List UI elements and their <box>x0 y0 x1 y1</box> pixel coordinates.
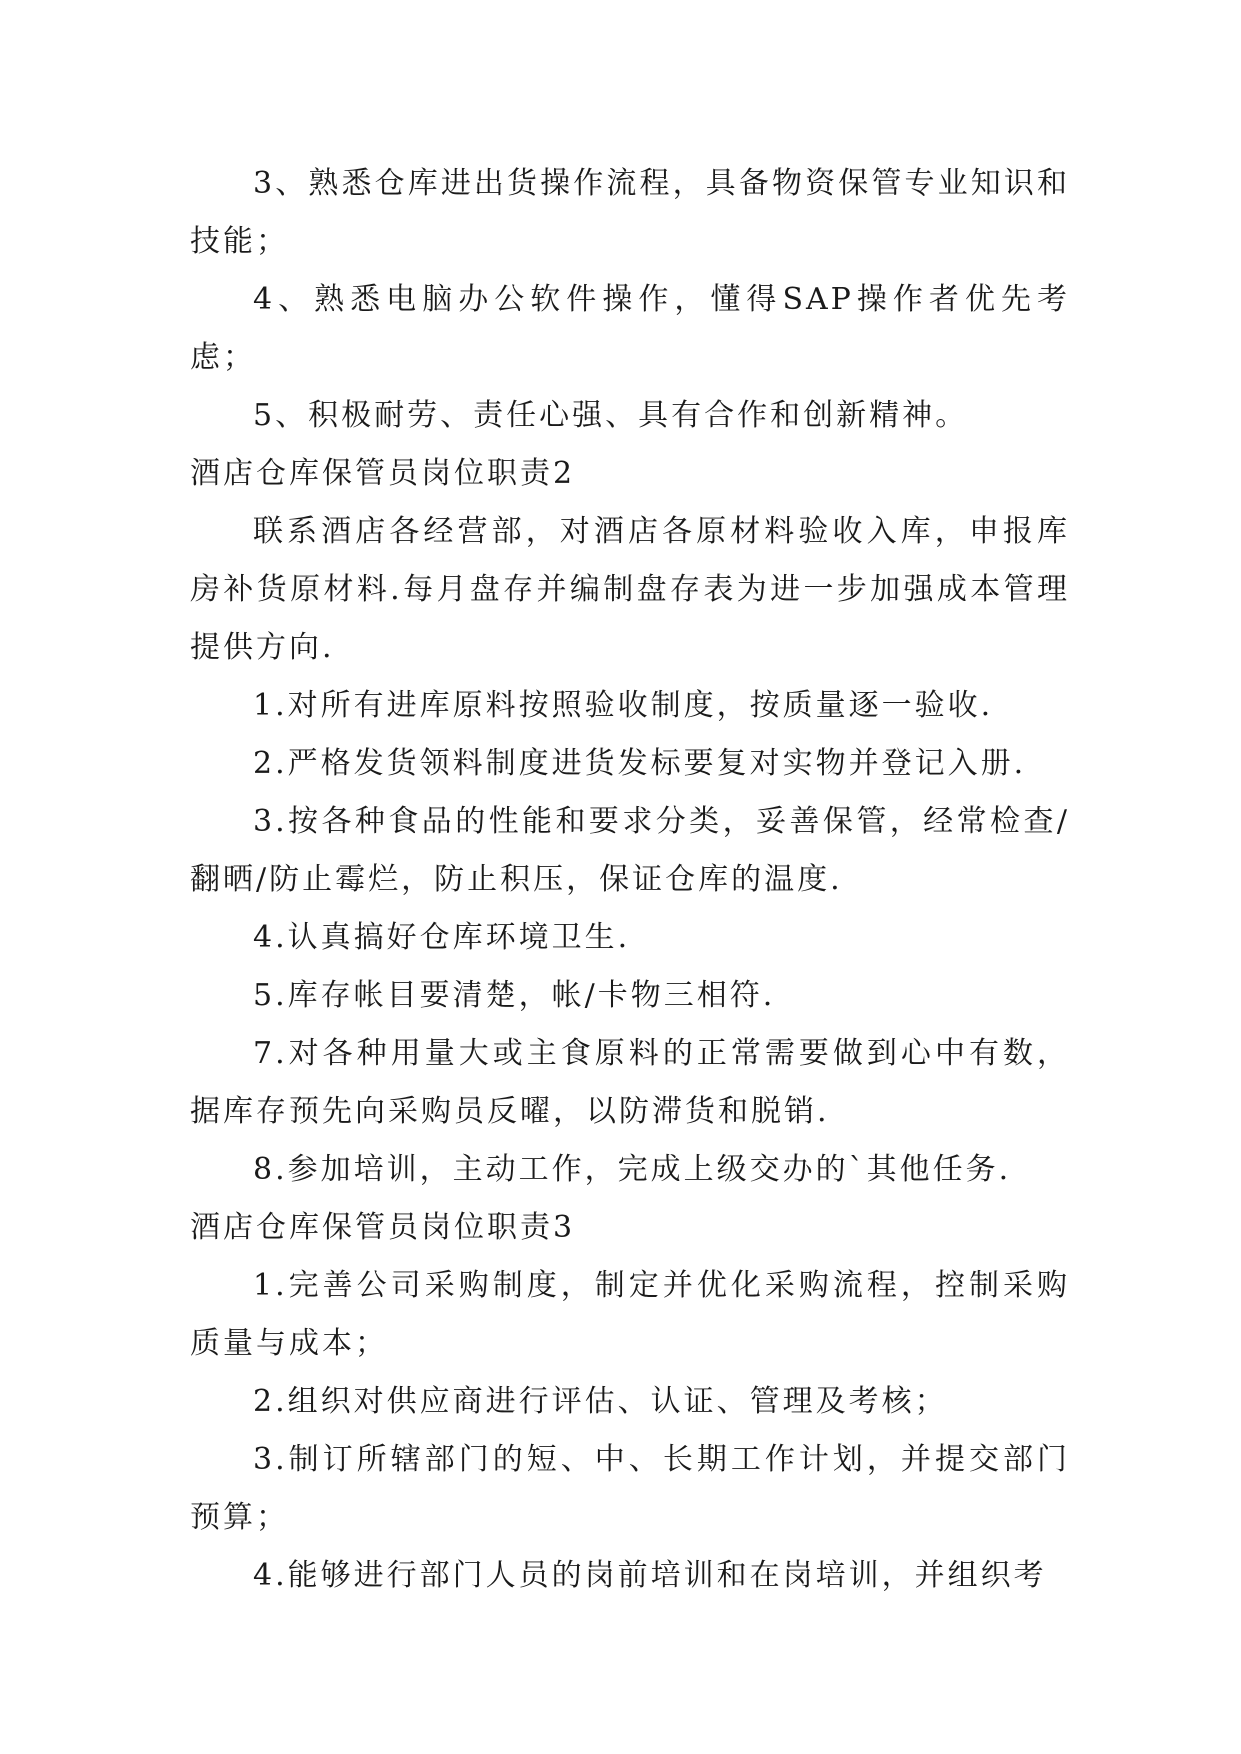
paragraph: 3.制订所辖部门的短、中、长期工作计划，并提交部门预算； <box>190 1442 1070 1535</box>
section-heading: 酒店仓库保管员岗位职责3 <box>190 1210 576 1245</box>
section-heading: 酒店仓库保管员岗位职责2 <box>190 456 576 491</box>
paragraph: 5.库存帐目要清楚，帐/卡物三相符. <box>253 978 776 1013</box>
paragraph: 3.按各种食品的性能和要求分类，妥善保管，经常检查/翻晒/防止霉烂，防止积压，保证仓库的温度. <box>190 804 1070 897</box>
document-body <box>190 155 1070 1605</box>
paragraph: 4.认真搞好仓库环境卫生. <box>253 920 631 955</box>
paragraph: 2.严格发货领料制度进货发标要复对实物并登记入册. <box>253 746 1027 781</box>
paragraph: 7.对各种用量大或主食原料的正常需要做到心中有数，据库存预先向采购员反曜，以防滞货和脱销. <box>190 1036 1070 1129</box>
paragraph: 2.组织对供应商进行评估、认证、管理及考核； <box>253 1384 948 1419</box>
paragraph: 联系酒店各经营部，对酒店各原材料验收入库，申报库房补货原材料.每月盘存并编制盘存表为进一步加强成本管理提供方向. <box>190 514 1070 665</box>
paragraph: 4、熟悉电脑办公软件操作，懂得SAP操作者优先考虑； <box>190 282 1070 375</box>
paragraph: 1.对所有进库原料按照验收制度，按质量逐一验收. <box>253 688 994 723</box>
paragraph: 3、熟悉仓库进出货操作流程，具备物资保管专业知识和技能； <box>190 166 1070 259</box>
paragraph: 5、积极耐劳、责任心强、具有合作和创新精神。 <box>253 398 969 433</box>
paragraph: 8.参加培训，主动工作，完成上级交办的`其他任务. <box>253 1152 1012 1187</box>
paragraph: 4.能够进行部门人员的岗前培训和在岗培训，并组织考 <box>253 1558 1047 1593</box>
paragraph: 1.完善公司采购制度，制定并优化采购流程，控制采购质量与成本； <box>190 1268 1070 1361</box>
